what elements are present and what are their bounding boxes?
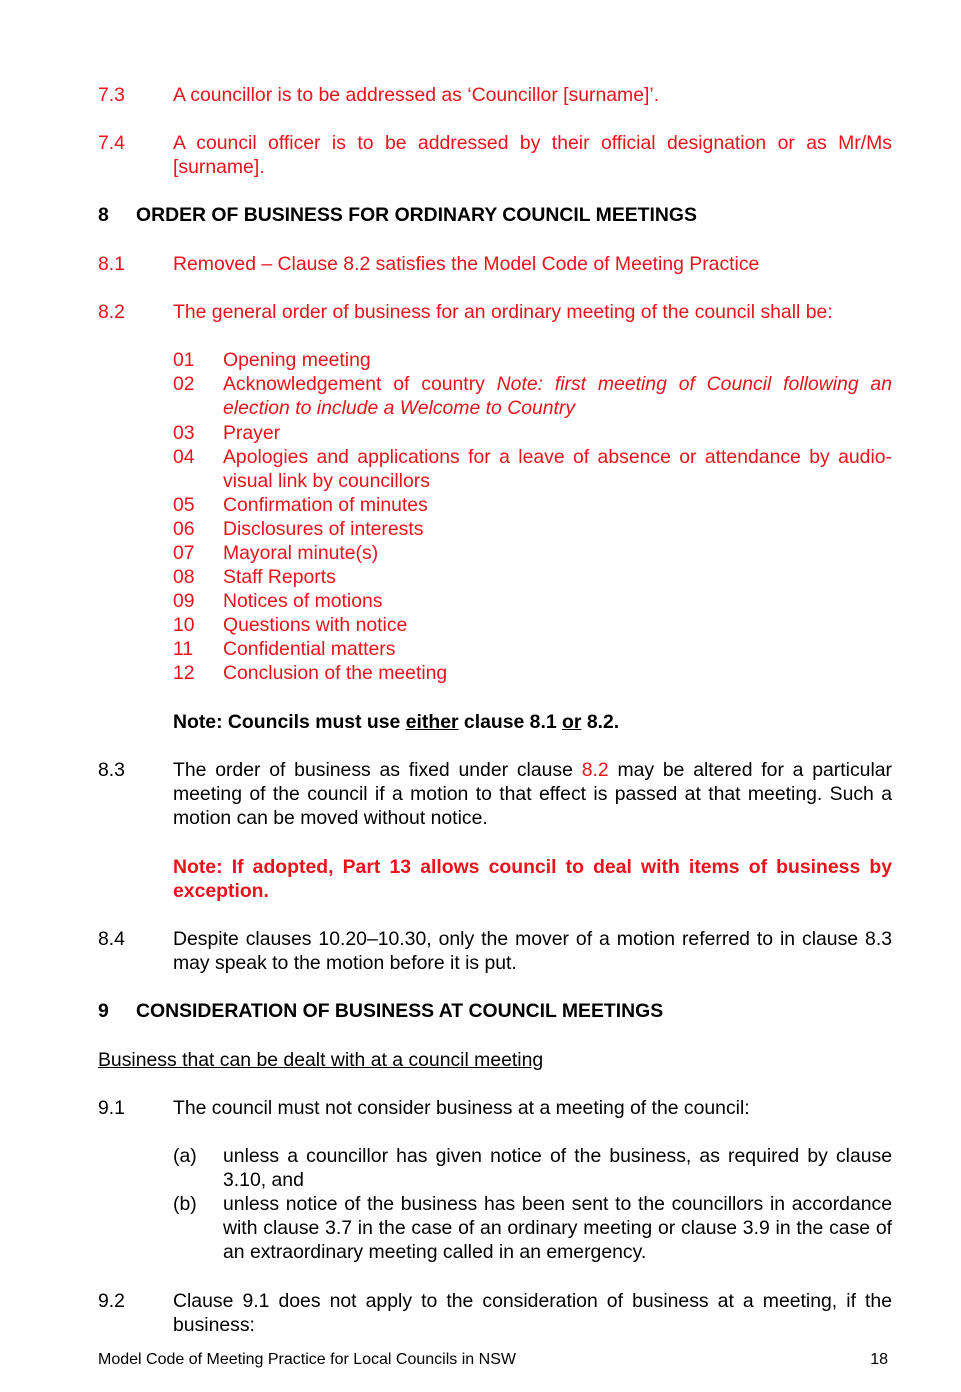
item-number: 05 <box>173 494 195 516</box>
item-text: Opening meeting <box>223 349 371 371</box>
item-text: Mayoral minute(s) <box>223 542 379 564</box>
clause-8-3-text <box>173 758 892 830</box>
clause-number: 8.1 <box>98 253 125 275</box>
note-text: clause 8.1 <box>458 711 563 733</box>
page-footer <box>98 1348 888 1372</box>
note-emphasis: either <box>405 711 459 733</box>
item-text: Questions with notice <box>223 614 408 636</box>
section-title: CONSIDERATION OF BUSINESS AT COUNCIL MEETINGS <box>136 1000 664 1022</box>
clause-number: 7.3 <box>98 84 125 106</box>
item-text: unless a councillor has given notice of the business, as required by clause 3.10, and <box>223 1145 892 1191</box>
item-number: 07 <box>173 542 195 564</box>
item-text: Notices of motions <box>223 590 383 612</box>
section-title: ORDER OF BUSINESS FOR ORDINARY COUNCIL MEETINGS <box>136 204 697 226</box>
item-number: 12 <box>173 662 195 684</box>
page-number: 18 <box>870 1351 888 1368</box>
clause-number: 9.1 <box>98 1097 125 1119</box>
item-text: Prayer <box>223 422 281 444</box>
item-text-main: Acknowledgement of country <box>223 373 497 395</box>
item-number: 01 <box>173 349 195 371</box>
item-note: Note: first meeting of Council following an election to include a Welcome to Country <box>223 373 893 419</box>
item-number: 08 <box>173 566 195 588</box>
item-number: 03 <box>173 422 195 444</box>
item-number: (a) <box>173 1145 197 1167</box>
item-text: Conclusion of the meeting <box>223 662 448 684</box>
clause-number: 8.2 <box>98 301 125 323</box>
item-number: (b) <box>173 1193 197 1215</box>
section-heading-8 <box>98 203 697 227</box>
section-number: 9 <box>98 1000 109 1022</box>
clause-text: The order of business as fixed under clause <box>173 759 582 781</box>
item-text: unless notice of the business has been sent to the councillors in accordance with clause 3.7 in the case of an ordinary meeting or clause 3.9 in the case of an extraordinary meeting called in an emergency. <box>223 1193 892 1263</box>
item-number: 02 <box>173 373 195 395</box>
clause-number: 8.3 <box>98 759 125 781</box>
item-number: 04 <box>173 446 195 468</box>
section-heading-9 <box>98 999 663 1023</box>
item-number: 09 <box>173 590 195 612</box>
clause-number: 8.4 <box>98 928 125 950</box>
clause-number: 9.2 <box>98 1290 125 1312</box>
item-text: Confirmation of minutes <box>223 494 428 516</box>
item-number: 11 <box>173 638 194 660</box>
clause-number: 7.4 <box>98 132 125 154</box>
item-number: 06 <box>173 518 195 540</box>
section-number: 8 <box>98 204 109 226</box>
clause-9-2-text: Clause 9.1 does not apply to the consideration of business at a meeting, if the business: <box>173 1290 892 1336</box>
footer-title: Model Code of Meeting Practice for Local Councils in NSW <box>98 1351 516 1368</box>
clause-text: may be altered for a particular meeting of the council if a motion to that effect is passed at that meeting. Such a motion can be moved without notice. <box>173 759 892 829</box>
item-text: Apologies and applications for a leave of absence or attendance by audio-visual link by councillors <box>223 446 892 492</box>
item-text: Confidential matters <box>223 638 396 660</box>
clause-7-3-text: A councillor is to be addressed as ‘Councillor [surname]’. <box>173 84 660 106</box>
clause-8-4-text: Despite clauses 10.20–10.30, only the mover of a motion referred to in clause 8.3 may speak to the motion before it is put. <box>173 928 892 974</box>
item-text: Disclosures of interests <box>223 518 424 540</box>
clause-8-1-text: Removed – Clause 8.2 satisfies the Model Code of Meeting Practice <box>173 253 760 275</box>
clause-reference: 8.2 <box>581 759 609 781</box>
clause-8-2-text: The general order of business for an ordinary meeting of the council shall be: <box>173 301 833 323</box>
clause-7-4-text: A council officer is to be addressed by their official designation or as Mr/Ms [surname]. <box>173 132 892 178</box>
note-emphasis: or <box>562 711 582 733</box>
note-part-13: Note: If adopted, Part 13 allows council to deal with items of business by exception. <box>173 856 892 902</box>
note-text: Note: Councils must use <box>173 711 406 733</box>
item-text: Staff Reports <box>223 566 336 588</box>
clause-9-1-text: The council must not consider business at a meeting of the council: <box>173 1097 750 1119</box>
subheading-text: Business that can be dealt with at a council meeting <box>98 1049 544 1071</box>
item-number: 10 <box>173 614 195 636</box>
note-councils-must-use <box>173 710 892 734</box>
item-text <box>223 372 892 420</box>
subheading <box>98 1048 543 1072</box>
note-text: 8.2. <box>581 711 620 733</box>
